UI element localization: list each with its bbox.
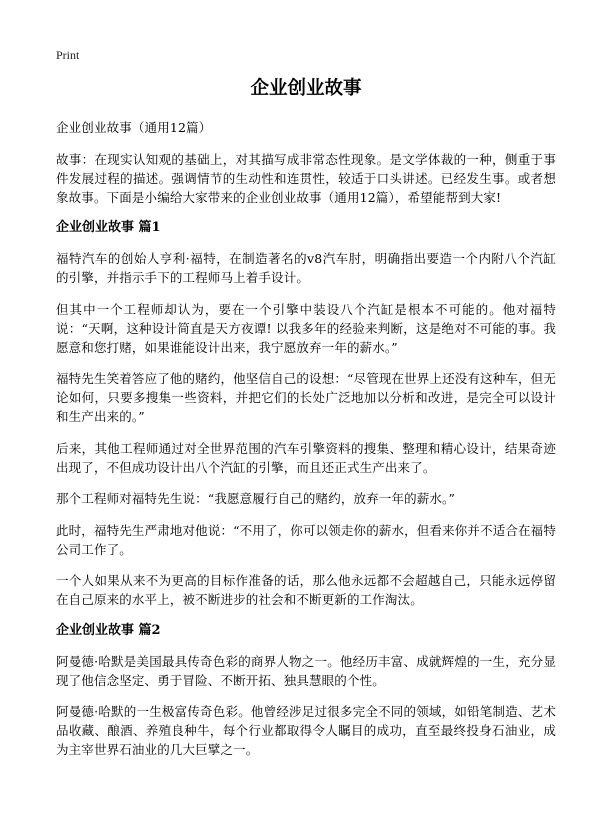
section-1-paragraph-3: 福特先生笑着答应了他的赌约，他坚信自己的设想：“尽管现在世界上还没有这种车，但无论如何，只要多搜集一些资料，并把它们的长处广泛地加以分析和改进，是完全可以设计和生产出来的。” xyxy=(56,371,556,424)
section-heading-1: 企业创业故事 篇1 xyxy=(56,220,161,235)
section-1-paragraph-4: 后来，其他工程师通过对全世界范围的汽车引擎资料的搜集、整理和精心设计，结果奇迹出现了，不但成功设计出八个汽缸的引擎，而且还正式生产出来了。 xyxy=(56,440,556,475)
intro-paragraph: 故事：在现实认知观的基础上，对其描写成非常态性现象。是文学体裁的一种，侧重于事件发展过程的描述。强调情节的生动性和连贯性，较适于口头讲述。已经发生事。或者想象故事。下面是小编给大家带来的企业创业故事（通用12篇），希望能帮到大家! xyxy=(56,151,556,205)
article-body xyxy=(56,118,556,772)
section-heading-2: 企业创业故事 篇2 xyxy=(56,622,161,638)
section-1-paragraph-1: 福特汽车的创始人亨利·福特，在制造著名的v8汽车肘，明确指出要造一个内附八个汽缸的引擎，并指示手下的工程师马上着手设计。 xyxy=(56,251,556,285)
section-1-paragraph-2: 但其中一个工程师却认为，要在一个引擎中装设八个汽缸是根本不可能的。他对福特说：“天啊，这种设计简直是天方夜谭! 以我多年的经验来判断，这是绝对不可能的事。我愿意和您打赌，如果谁能设计出来，我宁愿放弃一年的薪水。” xyxy=(56,301,556,355)
section-1-paragraph-7: 一个人如果从来不为更高的目标作准备的话，那么他永远都不会超越自己，只能永远停留在自己原来的水平上，被不断进步的社会和不断更新的工作淘汰。 xyxy=(56,573,556,607)
section-1-paragraph-6: 此时，福特先生严肃地对他说：“不用了，你可以领走你的薪水，但看来你并不适合在福特公司工作了。 xyxy=(56,522,556,557)
page-title: 企业创业故事 xyxy=(250,78,362,99)
print-link[interactable]: Print xyxy=(56,48,80,62)
article-subtitle: 企业创业故事（通用12篇） xyxy=(56,120,212,135)
section-1-paragraph-5: 那个工程师对福特先生说：“我愿意履行自己的赌约，放弃一年的薪水。” xyxy=(56,491,455,506)
section-2-paragraph-1: 阿曼德·哈默是美国最具传奇色彩的商界人物之一。他经历丰富、成就辉煌的一生，充分显现了他信念坚定、勇于冒险、不断开拓、独具慧眼的个性。 xyxy=(56,653,556,688)
section-2-paragraph-2: 阿曼德·哈默的一生极富传奇色彩。他曾经涉足过很多完全不同的领域，如铅笔制造、艺术品收藏、酿酒、养殖良种牛，每个行业都取得令人瞩目的成功，直至最终投身石油业，成为主宰世界石油业的几大巨擘之一。 xyxy=(56,704,556,757)
